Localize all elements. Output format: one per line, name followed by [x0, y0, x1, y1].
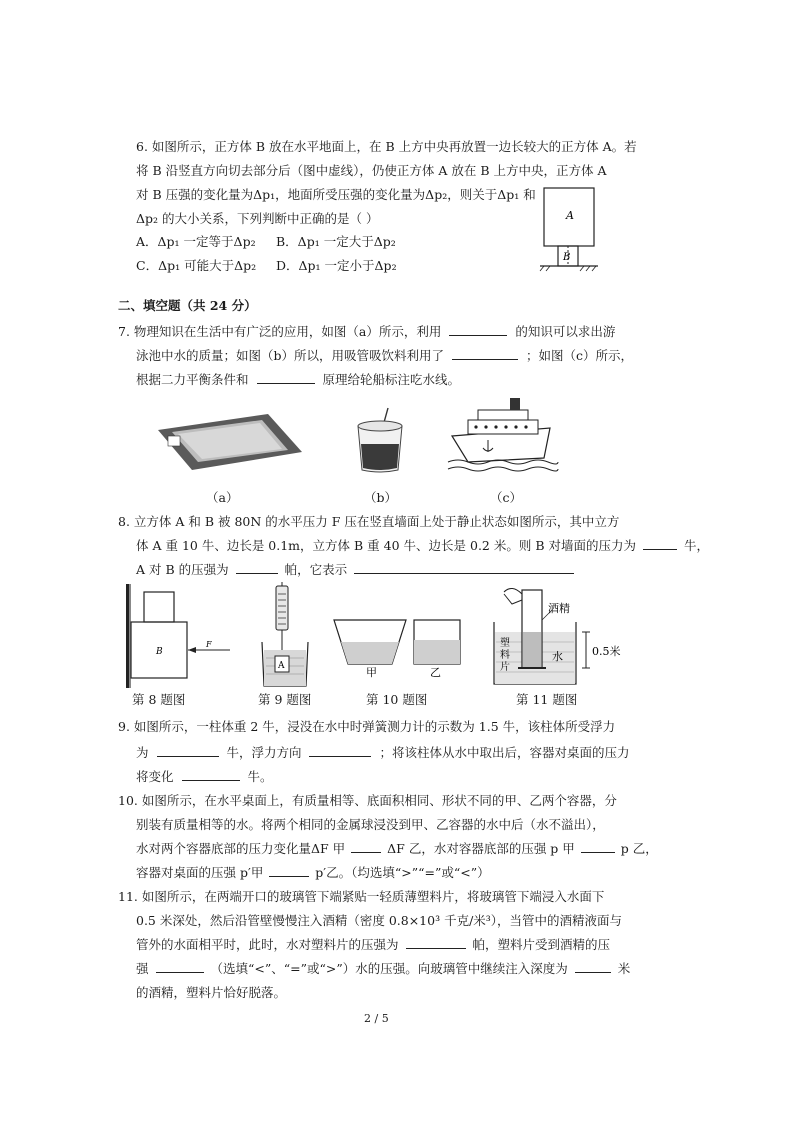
q10-text-4a: 容器对桌面的压强 p′甲	[136, 865, 264, 880]
q7-text-1b: 的知识可以求出游	[515, 324, 616, 339]
q8-line-3	[136, 560, 577, 580]
q8-text-3b: 帕，它表示	[284, 562, 348, 577]
q6-option-b: B．Δp₁ 一定大于Δp₂	[276, 234, 396, 249]
q6-fig-label-a: A	[566, 209, 574, 222]
q11-line-4	[136, 959, 630, 979]
q6-fig-label-b: B	[563, 252, 571, 263]
q8-line-1: 8. 立方体 A 和 B 被 80N 的水平压力 F 压在竖直墙面上处于静止状态如图所示，其中立方	[118, 514, 620, 529]
q9-text-2a: 为	[136, 745, 149, 760]
q7-text-1a: 7. 物理知识在生活中有广泛的应用，如图（a）所示，利用	[118, 324, 442, 339]
q8-text-3a: A 对 B 的压强为	[136, 562, 229, 577]
q11-label-shui: 水	[552, 650, 563, 663]
q7-caption-b: （b）	[364, 490, 398, 505]
q11-line-5: 的酒精，塑料片恰好脱落。	[136, 985, 287, 1000]
q11-label-sliao-3: 片	[500, 662, 510, 673]
q9-text-2b: 牛，浮力方向	[226, 745, 302, 760]
q11-blank-3[interactable]	[575, 959, 611, 973]
q7-line-3	[136, 370, 460, 390]
q9-blank-3[interactable]	[182, 767, 240, 781]
q9-text-3b: 牛。	[247, 769, 273, 784]
q11-line-1: 11. 如图所示，在两端开口的玻璃管下端紧贴一轻质薄塑料片，将玻璃管下端浸入水面下	[118, 889, 605, 904]
q10-text-4b: p′乙。（均选填“>”“=”或“<”）	[315, 865, 490, 880]
q7-text-3b: 原理给轮船标注吃水线。	[322, 372, 460, 387]
q7-line-2	[136, 346, 633, 366]
q8-fig-label-f: F	[206, 640, 212, 649]
q6-option-d: D．Δp₁ 一定小于Δp₂	[276, 258, 397, 273]
q11-line-3	[136, 935, 610, 955]
q6-figure	[536, 182, 606, 272]
q11-line-2: 0.5 米深处，然后沿管壁慢慢注入酒精（密度 0.8×10³ 千克/米³），当管中的酒精液面与	[136, 913, 623, 928]
q8-line-2	[136, 536, 709, 556]
q9-text-2c: ；将该柱体从水中取出后，容器对桌面的压力	[379, 745, 630, 760]
q10-blank-2[interactable]	[581, 839, 615, 853]
q10-text-3a: 水对两个容器底部的压力变化量ΔF 甲	[136, 841, 346, 856]
q11-text-3a: 管外的水面相平时，此时，水对塑料片的压强为	[136, 937, 399, 952]
q11-text-4a: 强	[136, 961, 149, 976]
q7-text-2b: ；如图（c）所示，	[525, 348, 633, 363]
q8-blank-1[interactable]	[643, 536, 677, 550]
q6-option-c: C．Δp₁ 可能大于Δp₂	[136, 258, 257, 273]
q9-line-1: 9. 如图所示，一柱体重 2 牛，浸没在水中时弹簧测力计的示数为 1.5 牛，该柱体所受浮力	[118, 719, 616, 734]
fig-caption-11: 第 11 题图	[516, 692, 578, 707]
q11-label-depth: 0.5米	[592, 645, 621, 658]
q7-text-2a: 泳池中水的质量；如图（b）所以，用吸管吸饮料利用了	[136, 348, 445, 363]
q11-text-4c: 米	[617, 961, 631, 976]
q10-figure	[330, 600, 470, 678]
q7-text-3a: 根据二力平衡条件和	[136, 372, 249, 387]
fig-caption-10: 第 10 题图	[366, 692, 428, 707]
q7-caption-c: （c）	[490, 490, 523, 505]
q7-blank-1[interactable]	[449, 322, 507, 336]
q10-line-2: 别装有质量相等的水。将两个相同的金属球浸没到甲、乙容器的水中后（水不溢出），	[136, 817, 605, 832]
q6-line-2: 将 B 沿竖直方向切去部分后（图中虚线），仍使正方体 A 放在 B 上方中央，正方体 A	[136, 163, 607, 178]
q10-text-3c: p 乙，	[620, 841, 658, 856]
q11-blank-2[interactable]	[156, 959, 204, 973]
page-number: 2 / 5	[364, 1012, 389, 1025]
q11-label-sliao-1: 塑	[500, 638, 510, 649]
q10-label-jia: 甲	[366, 666, 377, 679]
q9-text-3a: 将变化	[136, 769, 174, 784]
q9-line-2	[136, 743, 629, 763]
q10-line-3	[136, 839, 658, 859]
q8-fig-label-b: B	[156, 647, 163, 657]
q6-line-4: Δp₂ 的大小关系，下列判断中正确的是（ ）	[136, 211, 379, 226]
q10-label-yi: 乙	[430, 666, 441, 679]
q6-line-3: 对 B 压强的变化量为Δp₁，地面所受压强的变化量为Δp₂，则关于Δp₁ 和	[136, 187, 536, 202]
fig-caption-8: 第 8 题图	[132, 692, 186, 707]
q7-figure-c-ship	[448, 396, 558, 478]
q6-option-a: A．Δp₁ 一定等于Δp₂	[136, 234, 256, 249]
q10-blank-1[interactable]	[351, 839, 381, 853]
q9-fig-label-a: A	[278, 661, 285, 671]
q10-text-3b: ΔF 乙，水对容器底部的压强 p 甲	[387, 841, 575, 856]
q11-label-jiujing: 酒精	[548, 602, 570, 615]
q11-label-sliao-2: 料	[500, 650, 510, 661]
q7-blank-2[interactable]	[452, 346, 518, 360]
q8-blank-2[interactable]	[236, 560, 278, 574]
q11-text-4b: （选填“<”、“=”或“>”）水的压强。向玻璃管中继续注入深度为	[210, 961, 568, 976]
q8-text-2a: 体 A 重 10 牛、边长是 0.1m，立方体 B 重 40 牛、边长是 0.2 米。则 B 对墙面的压力为	[136, 538, 636, 553]
q10-blank-3[interactable]	[269, 863, 309, 877]
q8-blank-3[interactable]	[354, 560, 574, 574]
q7-blank-3[interactable]	[257, 370, 315, 384]
q6-line-1: 6. 如图所示，正方体 B 放在水平地面上，在 B 上方中央再放置一边长较大的正方体 A。若	[136, 139, 637, 154]
q7-figure-a-pool	[150, 408, 310, 473]
q11-blank-1[interactable]	[406, 935, 466, 949]
q7-caption-a: （a）	[206, 490, 239, 505]
q8-text-2b: 牛，	[683, 538, 709, 553]
q9-blank-1[interactable]	[157, 743, 219, 757]
section-heading: 二、填空题（共 24 分）	[118, 298, 257, 313]
q9-figure	[258, 582, 316, 690]
q7-figure-b-cup	[350, 404, 410, 476]
q8-figure	[118, 582, 244, 690]
q11-text-3b: 帕，塑料片受到酒精的压	[472, 937, 610, 952]
q9-line-3	[136, 767, 273, 787]
q7-line-1	[118, 322, 615, 342]
q10-line-4	[136, 863, 490, 883]
fig-caption-9: 第 9 题图	[258, 692, 312, 707]
q9-blank-2[interactable]	[309, 743, 371, 757]
q10-line-1: 10. 如图所示，在水平桌面上，有质量相等、底面积相同、形状不同的甲、乙两个容器，分	[118, 793, 617, 808]
q11-figure	[490, 580, 620, 690]
